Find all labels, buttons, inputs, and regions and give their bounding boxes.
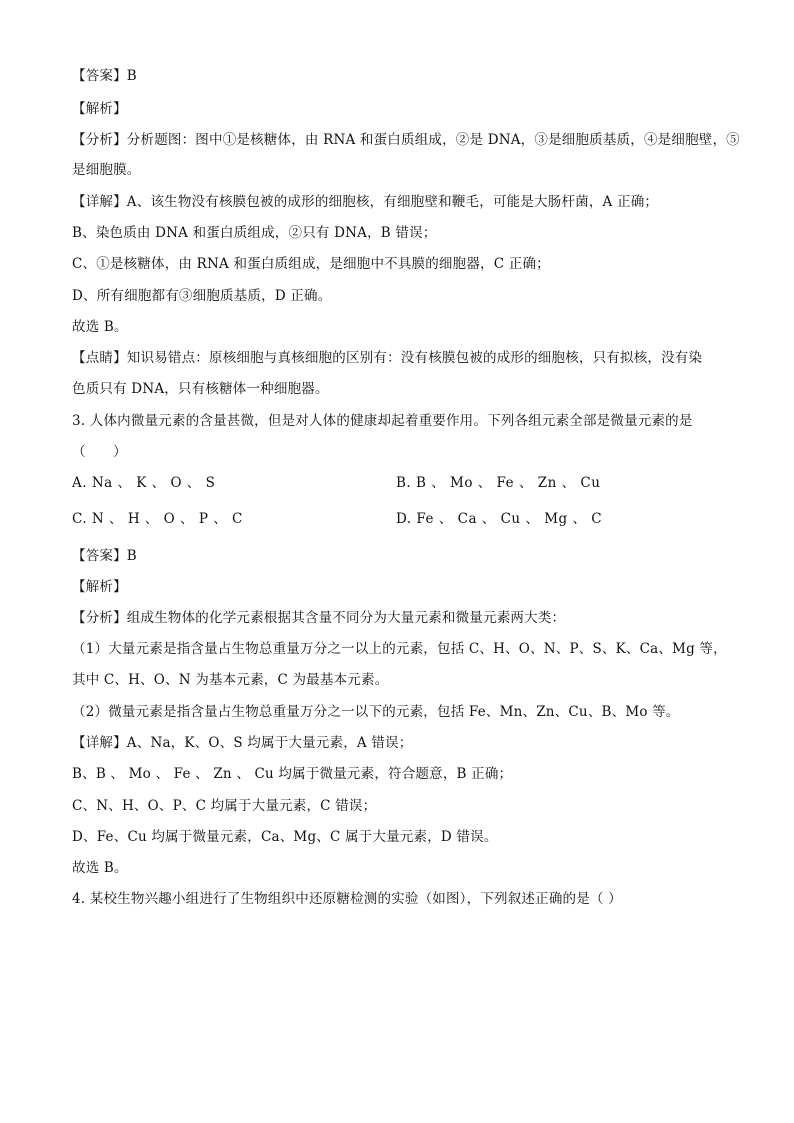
q3-stem-line-1: 3. 人体内微量元素的含量甚微，但是对人体的健康却起着重要作用。下列各组元素全部是微量元素的是 (72, 413, 693, 429)
q2-xiangjie-line-2: B、染色质由 DNA 和蛋白质组成，②只有 DNA，B 错误； (72, 225, 437, 241)
q3-answer: 【答案】B (72, 548, 137, 564)
q3-fenxi-line-1: 【分析】组成生物体的化学元素根据其含量不同分为大量元素和微量元素两大类： (72, 610, 566, 626)
q3-option-a: A. Na 、 K 、 O 、 S (72, 475, 216, 491)
q3-xiangjie-line-3: C、N、H、O、P、C 均属于大量元素，C 错误； (72, 798, 377, 814)
q2-fenxi-line-1: 【分析】分析题图：图中①是核糖体，由 RNA 和蛋白质组成，②是 DNA，③是细胞质基质，④是细胞壁，⑤ (72, 132, 740, 148)
q3-fenxi-line-3: 其中 C、H、O、N 为基本元素，C 为最基本元素。 (72, 672, 389, 688)
q3-fenxi-line-4: （2）微量元素是指含量占生物总重量万分之一以下的元素，包括 Fe、Mn、Zn、Cu、B、Mo 等。 (72, 704, 680, 720)
q3-xiangjie-line-4: D、Fe、Cu 均属于微量元素，Ca、Mg、C 属于大量元素，D 错误。 (72, 829, 498, 845)
q3-stem-line-2: （ ） (72, 444, 127, 460)
q4-stem: 4. 某校生物兴趣小组进行了生物组织中还原糖检测的实验（如图），下列叙述正确的是（ ） (72, 891, 622, 907)
q2-dianjing-line-2: 色质只有 DNA，只有核糖体一种细胞器。 (72, 381, 329, 397)
q3-option-b: B. B 、 Mo 、 Fe 、 Zn 、 Cu (396, 475, 601, 491)
q2-jiexi-heading: 【解析】 (72, 101, 127, 117)
q2-dianjing-line-1: 【点睛】知识易错点：原核细胞与真核细胞的区别有：没有核膜包被的成形的细胞核，只有拟核，没有染 (72, 350, 703, 366)
q3-xiangjie-line-2: B、B 、 Mo 、 Fe 、 Zn 、 Cu 均属于微量元素，符合题意，B 正确； (72, 766, 513, 782)
q3-option-c: C. N 、 H 、 O 、 P 、 C (72, 511, 243, 527)
q2-conclusion: 故选 B。 (72, 319, 128, 335)
q3-option-d: D. Fe 、 Ca 、 Cu 、 Mg 、 C (396, 511, 603, 527)
q2-xiangjie-line-4: D、所有细胞都有③细胞质基质，D 正确。 (72, 288, 332, 304)
q2-xiangjie-line-1: 【详解】A、该生物没有核膜包被的成形的细胞核，有细胞壁和鞭毛，可能是大肠杆菌，A 正确； (72, 194, 659, 210)
q2-answer: 【答案】B (72, 68, 137, 84)
q3-xiangjie-line-1: 【详解】A、Na，K、O、S 均属于大量元素，A 错误； (72, 735, 413, 751)
q3-jiexi-heading: 【解析】 (72, 579, 127, 595)
q2-xiangjie-line-3: C、①是核糖体，由 RNA 和蛋白质组成，是细胞中不具膜的细胞器，C 正确； (72, 256, 550, 272)
q3-fenxi-line-2: （1）大量元素是指含量占生物总重量万分之一以上的元素，包括 C、H、O、N、P、S、K、Ca、Mg 等， (72, 641, 727, 657)
q2-fenxi-line-2: 是细胞膜。 (72, 162, 141, 178)
q3-conclusion: 故选 B。 (72, 860, 128, 876)
